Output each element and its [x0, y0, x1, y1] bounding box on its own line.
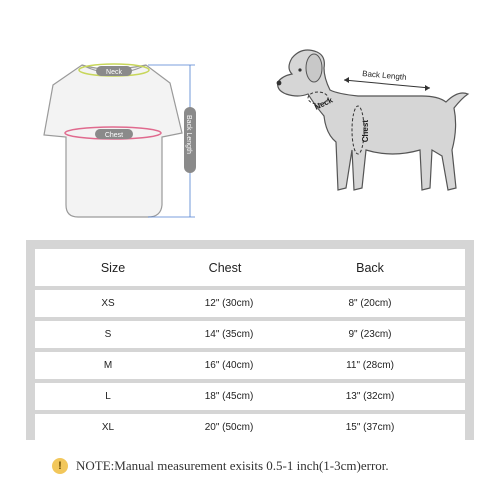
back-length-label: Back Length — [185, 115, 192, 154]
size-table-header-row — [35, 249, 465, 286]
dog-nose — [277, 81, 282, 86]
dog-back-length-arrow-tail — [344, 77, 349, 83]
back-cell: 9" (23cm) — [348, 329, 392, 340]
table-row — [35, 383, 465, 410]
dog-back-length-arrow — [344, 80, 430, 88]
chest-cell: 14" (35cm) — [204, 329, 254, 340]
shirt-outline — [44, 65, 182, 217]
chest-label: Chest — [104, 132, 124, 139]
size-cell: XL — [101, 422, 115, 433]
measurement-note — [52, 458, 389, 474]
dog-chest-label: Chest — [361, 120, 370, 143]
chest-cell: 18" (45cm) — [204, 391, 254, 402]
dog-back-length-arrow-head — [425, 85, 430, 91]
dog-eye — [298, 68, 301, 71]
chest-header: Chest — [208, 260, 242, 275]
size-cell: S — [104, 329, 112, 340]
dog-neck-label: Neck — [313, 95, 335, 112]
chest-cell: 12" (30cm) — [204, 298, 254, 309]
neck-label: Neck — [106, 69, 122, 76]
table-row — [35, 352, 465, 379]
back-header: Back — [356, 260, 384, 275]
chest-cell: 20" (50cm) — [204, 422, 254, 433]
back-cell: 8" (20cm) — [348, 298, 392, 309]
shirt-measurement-diagram — [20, 45, 220, 225]
table-row — [35, 414, 465, 441]
table-row — [35, 290, 465, 317]
size-header: Size — [100, 260, 126, 275]
dog-back-length-label: Back Length — [361, 69, 407, 82]
size-cell: XS — [101, 298, 115, 309]
dog-ear — [306, 54, 322, 82]
table-row — [35, 321, 465, 348]
warning-icon: ! — [52, 458, 68, 474]
note-text: NOTE:Manual measurement exisits 0.5-1 inch(1-3cm)error. — [76, 458, 389, 473]
chest-cell: 16" (40cm) — [204, 360, 254, 371]
size-table — [26, 240, 474, 440]
back-cell: 13" (32cm) — [345, 391, 395, 402]
back-cell: 15" (37cm) — [345, 422, 395, 433]
dog-measurement-diagram — [262, 38, 482, 208]
size-cell: L — [105, 391, 111, 402]
back-cell: 11" (28cm) — [346, 360, 394, 371]
size-cell: M — [103, 360, 113, 371]
